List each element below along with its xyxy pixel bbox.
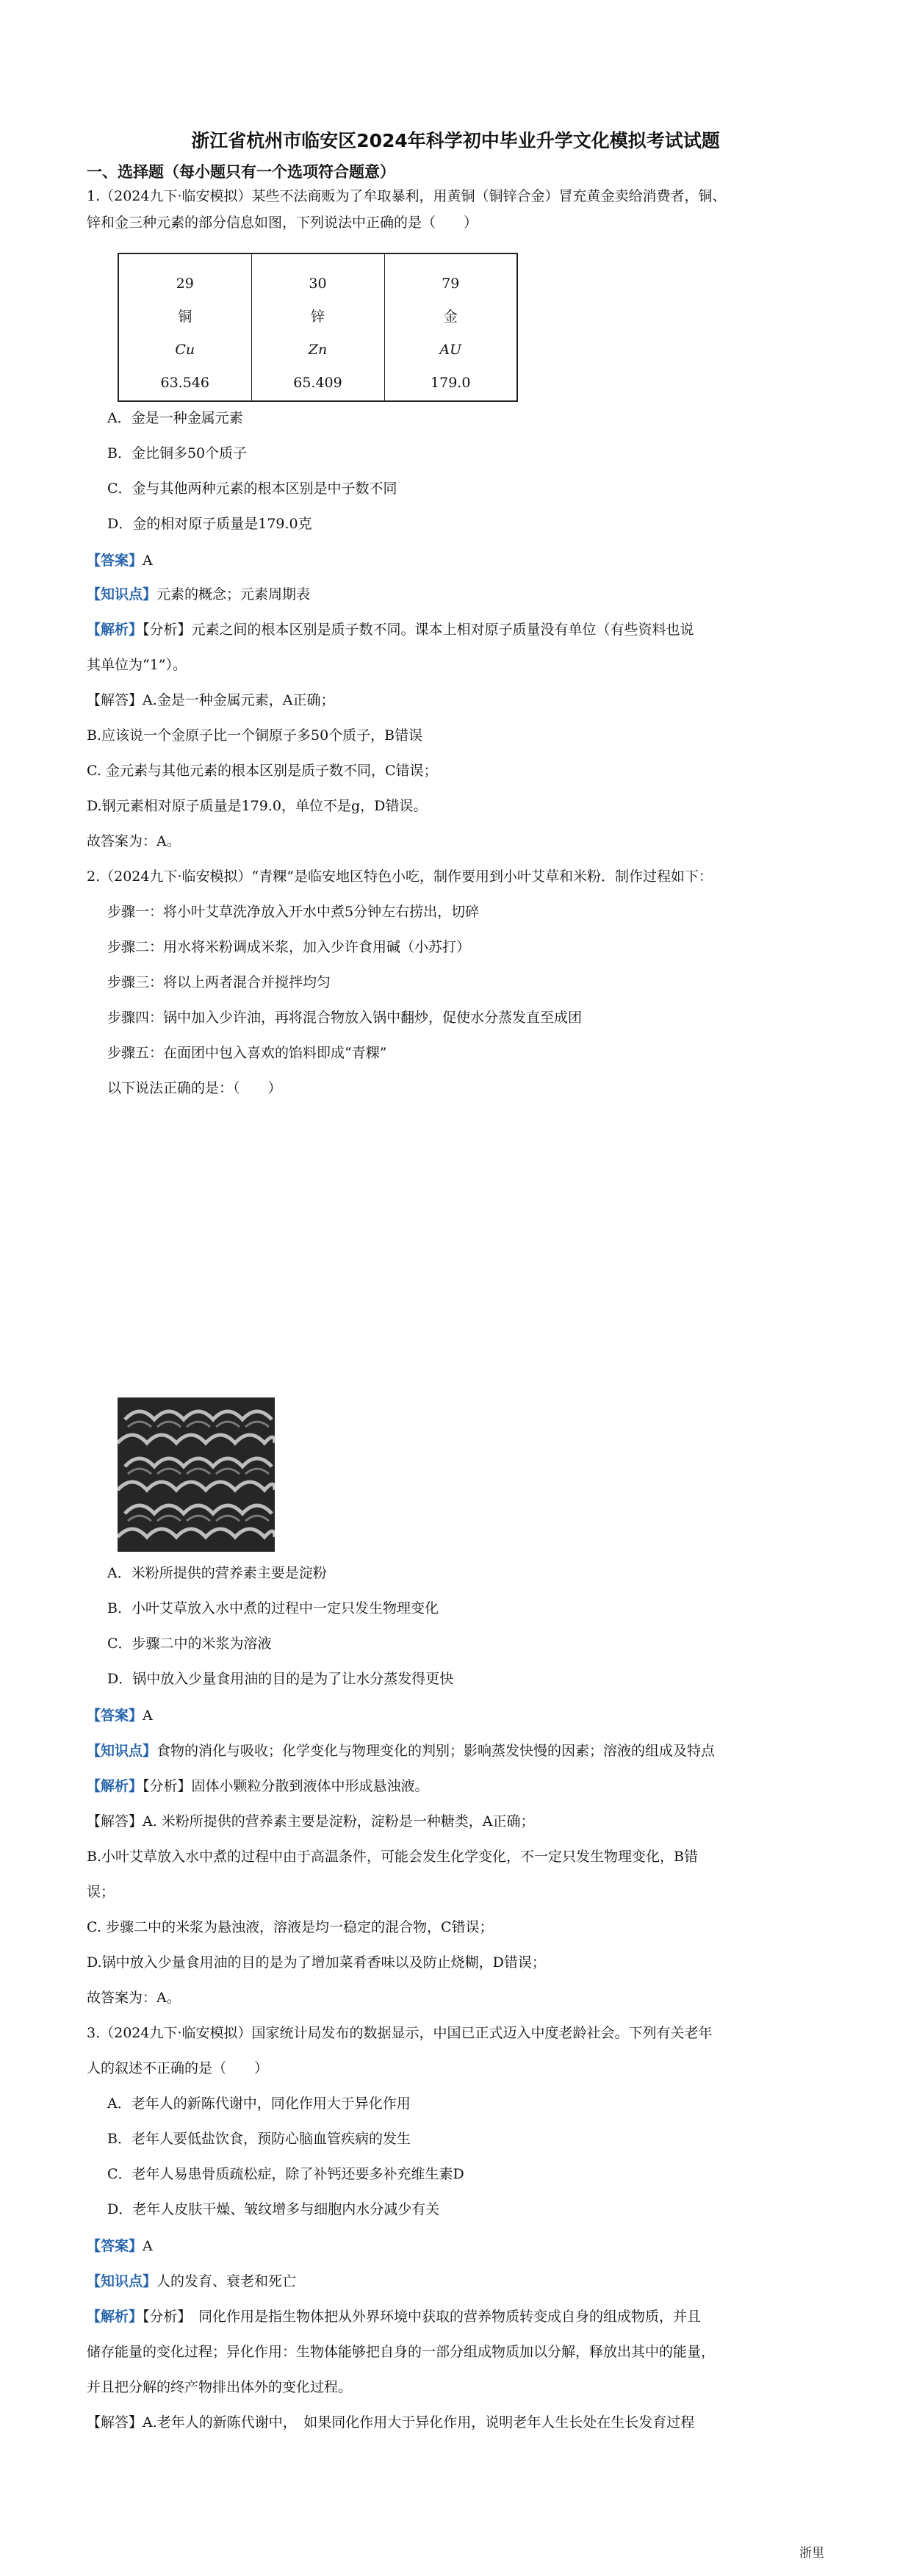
q2-solution-line6: 故答案为：A。 bbox=[87, 1990, 181, 2006]
section-heading: 一、选择题（每小题只有一个选项符合题意） bbox=[87, 163, 395, 181]
element-info-table bbox=[118, 253, 518, 402]
q2-option-c: C．步骤二中的米浆为溶液 bbox=[107, 1636, 272, 1652]
q3-option-c: C．老年人易患骨质疏松症，除了补钙还要多补充维生素D bbox=[107, 2166, 464, 2182]
q1-stem-line2: 锌和金三种元素的部分信息如图，下列说法中正确的是（ ） bbox=[87, 215, 478, 231]
q2-knowledge-point: 【知识点】食物的消化与吸收；化学变化与物理变化的判别；影响蒸发快慢的因素；溶液的组成及特点 bbox=[87, 1743, 716, 1759]
q1-knowledge-point: 【知识点】元素的概念；元素周期表 bbox=[87, 586, 311, 602]
q2-step-2: 步骤二：用水将米粉调成米浆，加入少许食用碱（小苏打） bbox=[107, 939, 471, 955]
q1-stem-line1: 1.（2024九下·临安模拟）某些不法商贩为了牟取暴利，用黄铜（铜锌合金）冒充黄金卖给消费者，铜、 bbox=[87, 188, 727, 204]
q3-option-b: B．老年人要低盐饮食，预防心脑血管疾病的发生 bbox=[107, 2131, 411, 2147]
q1-solution-line4: D.钢元素相对原子质量是179.0，单位不是g，D错误。 bbox=[87, 798, 428, 814]
q1-option-c: C．金与其他两种元素的根本区别是中子数不同 bbox=[107, 481, 397, 497]
q2-solution-line4: C. 步骤二中的米浆为悬浊液，溶液是均一稳定的混合物，C错误； bbox=[87, 1919, 494, 1935]
q3-answer: 【答案】A bbox=[87, 2238, 153, 2254]
q2-solution-line2: B.小叶艾草放入水中煮的过程中由于高温条件，可能会发生化学变化，不一定只发生物理变化，B错 bbox=[87, 1849, 698, 1865]
q3-analysis-line1: 【解析】【分析】 同化作用是指生物体把从外界环境中获取的营养物质转变成自身的组成物质，并且 bbox=[87, 2309, 702, 2325]
q2-step-5: 步骤五：在面团中包入喜欢的馅料即成“青粿” bbox=[107, 1045, 387, 1061]
page-footer: 浙里 bbox=[799, 2546, 824, 2561]
q1-analysis-line2: 其单位为“1”）。 bbox=[87, 657, 187, 673]
q1-analysis-line1: 【解析】【分析】元素之间的根本区别是质子数不同。课本上相对原子质量没有单位（有些资料也说 bbox=[87, 622, 694, 638]
q3-option-d: D．老年人皮肤干燥、皱纹增多与细胞内水分减少有关 bbox=[107, 2201, 440, 2217]
element-cell-gold: 79 金 AU 179.0 bbox=[384, 253, 517, 401]
q1-option-b: B．金比铜多50个质子 bbox=[107, 445, 248, 461]
q2-answer: 【答案】A bbox=[87, 1708, 153, 1724]
element-cell-zinc: 30 锌 Zn 65.409 bbox=[251, 253, 384, 401]
q2-solution-line5: D.锅中放入少量食用油的目的是为了增加菜肴香味以及防止烧糊，D错误； bbox=[87, 1954, 546, 1971]
q2-option-d: D．锅中放入少量食用油的目的是为了让水分蒸发得更快 bbox=[107, 1671, 454, 1687]
q2-option-b: B．小叶艾草放入水中煮的过程中一定只发生物理变化 bbox=[107, 1600, 439, 1616]
q3-knowledge-point: 【知识点】人的发育、衰老和死亡 bbox=[87, 2273, 297, 2289]
page-title: 浙江省杭州市临安区2024年科学初中毕业升学文化模拟考试试题 bbox=[191, 130, 720, 151]
q2-analysis: 【解析】【分析】固体小颗粒分散到液体中形成悬浊液。 bbox=[87, 1778, 429, 1794]
q2-step-4: 步骤四：锅中加入少许油，再将混合物放入锅中翻炒，促使水分蒸发直至成团 bbox=[107, 1010, 583, 1026]
element-cell-copper: 29 铜 Cu 63.546 bbox=[118, 253, 251, 401]
q2-solution-line3: 误； bbox=[87, 1884, 115, 1900]
q2-option-a: A．米粉所提供的营养素主要是淀粉 bbox=[107, 1565, 327, 1581]
q3-stem-line2: 人的叙述不正确的是（ ） bbox=[87, 2060, 269, 2076]
q1-option-a: A．金是一种金属元素 bbox=[107, 410, 243, 426]
q3-analysis-line3: 并且把分解的终产物排出体外的变化过程。 bbox=[87, 2379, 353, 2395]
q1-option-d: D．金的相对原子质量是179.0克 bbox=[107, 516, 312, 532]
q3-option-a: A．老年人的新陈代谢中，同化作用大于异化作用 bbox=[107, 2095, 411, 2112]
q2-step-3: 步骤三：将以上两者混合并搅拌均匀 bbox=[107, 974, 331, 990]
q2-question: 以下说法正确的是：（ ） bbox=[107, 1080, 282, 1096]
qingguo-photo bbox=[118, 1397, 275, 1552]
q1-answer: 【答案】A bbox=[87, 553, 153, 569]
q3-solution-line1: 【解答】A.老年人的新陈代谢中， 如果同化作用大于异化作用，说明老年人生长处在生长发育过程 bbox=[87, 2414, 695, 2431]
q3-stem-line1: 3.（2024九下·临安模拟）国家统计局发布的数据显示，中国已正式迈入中度老龄社会。下列有关老年 bbox=[87, 2025, 713, 2041]
q2-stem: 2.（2024九下·临安模拟）“青粿”是临安地区特色小吃，制作要用到小叶艾草和米粉．制作过程如下： bbox=[87, 868, 713, 885]
q2-step-1: 步骤一：将小叶艾草洗净放入开水中煮5分钟左右捞出，切碎 bbox=[107, 904, 480, 920]
q1-solution-line2: B.应该说一个金原子比一个铜原子多50个质子，B错误 bbox=[87, 727, 423, 744]
q1-solution-line1: 【解答】A.金是一种金属元素，A正确； bbox=[87, 692, 335, 708]
q3-analysis-line2: 储存能量的变化过程；异化作用：生物体能够把自身的一部分组成物质加以分解，释放出其中的能量， bbox=[87, 2344, 716, 2360]
q1-solution-line3: C. 金元素与其他元素的根本区别是质子数不同，C错误； bbox=[87, 763, 438, 779]
q2-solution-line1: 【解答】A. 米粉所提供的营养素主要是淀粉，淀粉是一种糖类，A正确； bbox=[87, 1813, 535, 1830]
q1-solution-line5: 故答案为：A。 bbox=[87, 833, 181, 849]
